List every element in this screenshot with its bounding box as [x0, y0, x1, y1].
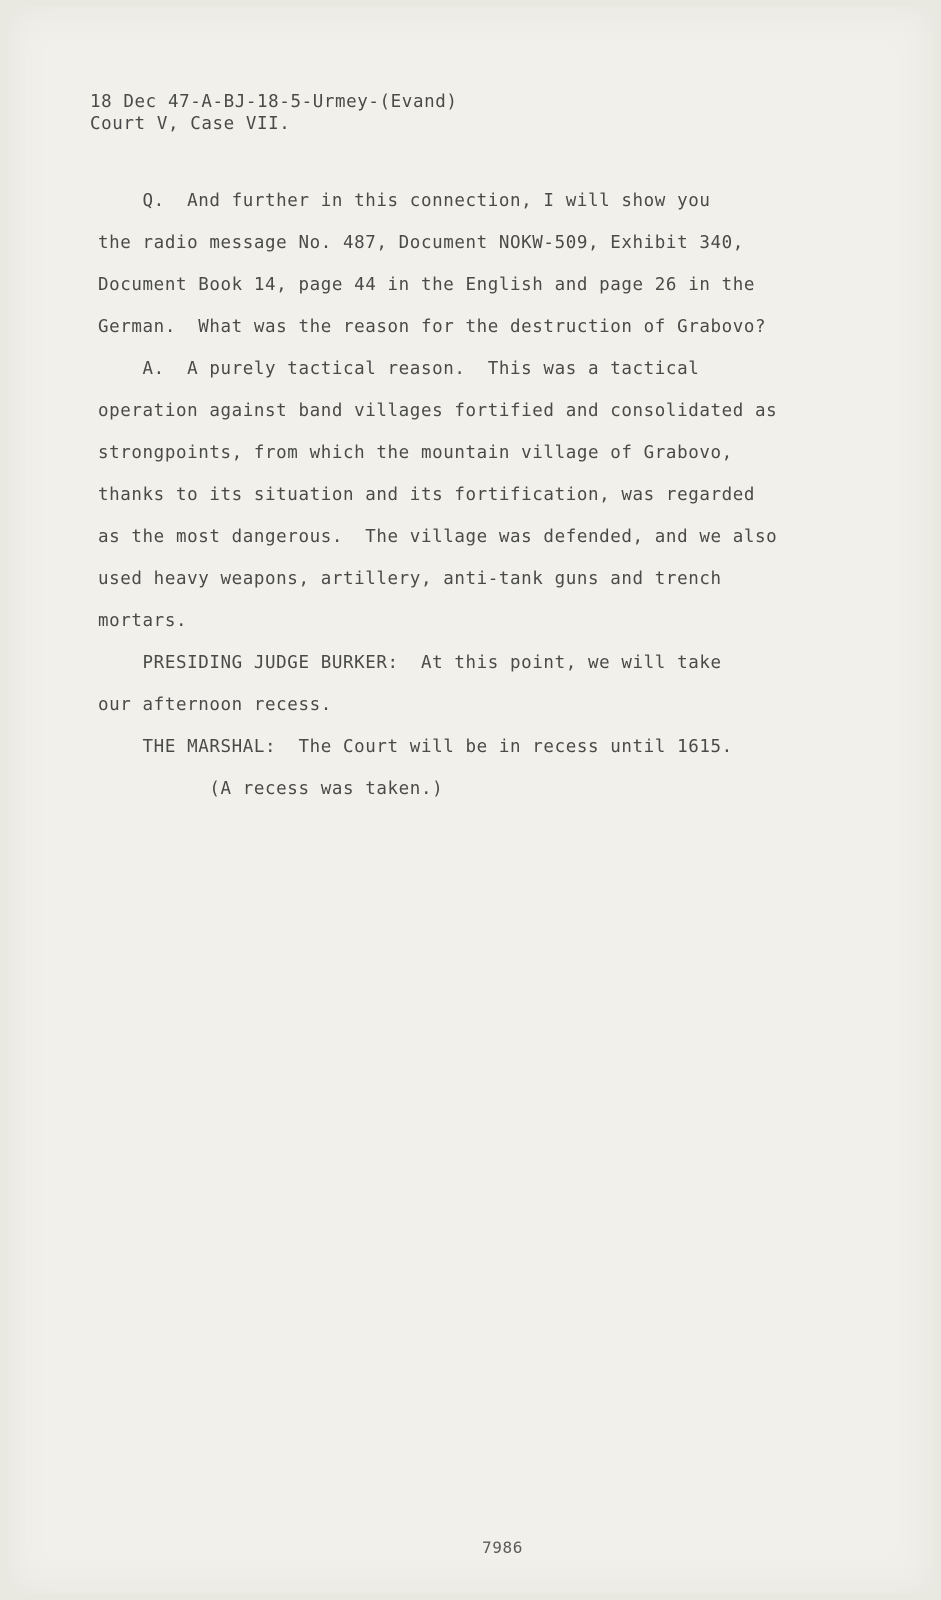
body-line: Q. And further in this connection, I will show you: [98, 191, 711, 211]
body-line: THE MARSHAL: The Court will be in recess until 1615.: [98, 737, 733, 757]
body-line: operation against band villages fortified and consolidated as: [98, 401, 778, 421]
transcript-header-line-1: 18 Dec 47-A-BJ-18-5-Urmey-(Evand): [90, 92, 458, 112]
body-line: thanks to its situation and its fortification, was regarded: [98, 485, 756, 505]
body-line: as the most dangerous. The village was defended, and we also: [98, 527, 778, 547]
page-number: 7986: [482, 1538, 523, 1557]
document-page: [8, 6, 933, 1594]
body-line: the radio message No. 487, Document NOKW-509, Exhibit 340,: [98, 233, 744, 253]
body-line: (A recess was taken.): [98, 779, 444, 799]
body-line: strongpoints, from which the mountain village of Grabovo,: [98, 443, 733, 463]
body-line: mortars.: [98, 611, 188, 631]
body-line: used heavy weapons, artillery, anti-tank guns and trench: [98, 569, 722, 589]
body-line: PRESIDING JUDGE BURKER: At this point, we will take: [98, 653, 722, 673]
body-line: Document Book 14, page 44 in the English and page 26 in the: [98, 275, 756, 295]
body-line: German. What was the reason for the destruction of Grabovo?: [98, 317, 767, 337]
body-line: our afternoon recess.: [98, 695, 332, 715]
body-line: A. A purely tactical reason. This was a tactical: [98, 359, 700, 379]
transcript-header-line-2: Court V, Case VII.: [90, 114, 291, 134]
